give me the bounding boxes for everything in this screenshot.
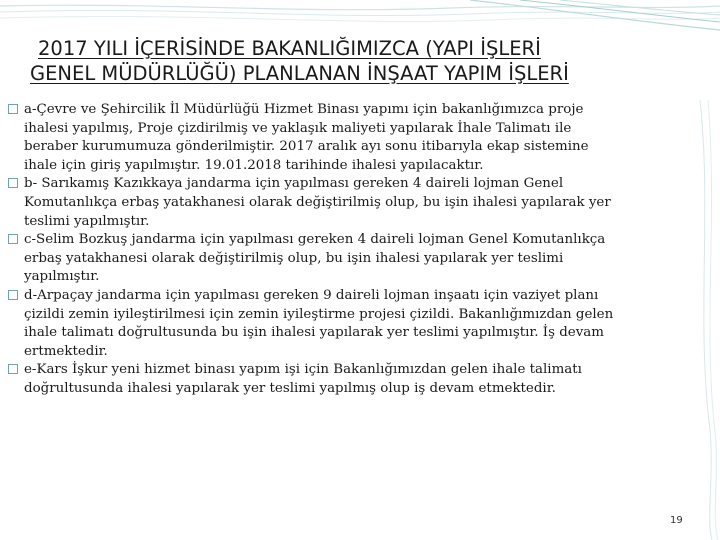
list-item-text (24, 101, 708, 175)
text-line: erbaş yatakhanesi olarak değiştirilmiş olup, bu işin ihalesi yapılarak yer teslimi (24, 250, 564, 266)
square-bullet-icon (8, 178, 18, 188)
text-line: ihale için giriş yapılmıştır. 19.01.2018 tarihinde ihalesi yapılacaktır. (24, 157, 484, 173)
text-line: ertmektedir. (24, 343, 108, 359)
list-item-e (8, 361, 708, 398)
title-line-1: 2017 YILI İÇERİSİNDE BAKANLIĞIMIZCA (YAPI İŞLERİ (38, 37, 541, 60)
list-item-b (8, 175, 708, 231)
title-line-2: GENEL MÜDÜRLÜĞÜ) PLANLANAN İNŞAAT YAPIM İŞLERİ (30, 62, 569, 85)
text-line: beraber kurumumuza gönderilmiştir. 2017 aralık ayı sonu itibarıyla ekap sistemine (24, 139, 589, 155)
list-item-c (8, 231, 708, 287)
text-line: ihalesi yapılmış, Proje çizdirilmiş ve yaklaşık maliyeti yapılarak İhale Talimatı ile (24, 120, 572, 136)
list-item-text (24, 287, 708, 361)
text-line: ihale talimatı doğrultusunda bu işin ihalesi yapılarak yer teslimi yapılmıştır. İş devam (24, 325, 604, 341)
list-item-text (24, 231, 708, 287)
text-line: teslimi yapılmıştır. (24, 213, 150, 229)
text-line: d-Arpaçay jandarma için yapılması gereken 9 daireli lojman inşaatı için vaziyet planı (24, 287, 599, 303)
square-bullet-icon (8, 234, 18, 244)
text-line: doğrultusunda ihalesi yapılarak yer teslimi yapılmış olup iş devam etmektedir. (24, 380, 556, 396)
text-line: çizildi zemin iyileştirilmesi için zemin iyileştirme projesi çizildi. Bakanlığımızdan gelen (24, 306, 614, 322)
text-line: Komutanlıkça erbaş yatakhanesi olarak değiştirilmiş olup, bu işin ihalesi yapılarak yer (24, 194, 611, 210)
text-line: e-Kars İşkur yeni hizmet binası yapım işi için Bakanlığımızdan gelen ihale talimatı (24, 362, 582, 378)
list-item-d (8, 287, 708, 361)
page-number: 19 (670, 515, 683, 526)
bullet-list (8, 101, 708, 399)
square-bullet-icon (8, 364, 18, 374)
text-line: a-Çevre ve Şehircilik İl Müdürlüğü Hizmet Binası yapımı için bakanlığımızca proje (24, 102, 584, 117)
decorative-waves-top (0, 0, 720, 40)
text-line: b- Sarıkamış Kazıkkaya jandarma için yapılması gereken 4 daireli lojman Genel (24, 176, 564, 192)
list-item-text (24, 361, 708, 398)
text-line: c-Selim Bozkuş jandarma için yapılması gereken 4 daireli lojman Genel Komutanlıkça (24, 232, 606, 248)
list-item-text (24, 175, 708, 231)
page-title (30, 36, 690, 86)
square-bullet-icon (8, 104, 18, 114)
square-bullet-icon (8, 290, 18, 300)
text-line: yapılmıştır. (24, 269, 100, 285)
list-item-a (8, 101, 708, 175)
